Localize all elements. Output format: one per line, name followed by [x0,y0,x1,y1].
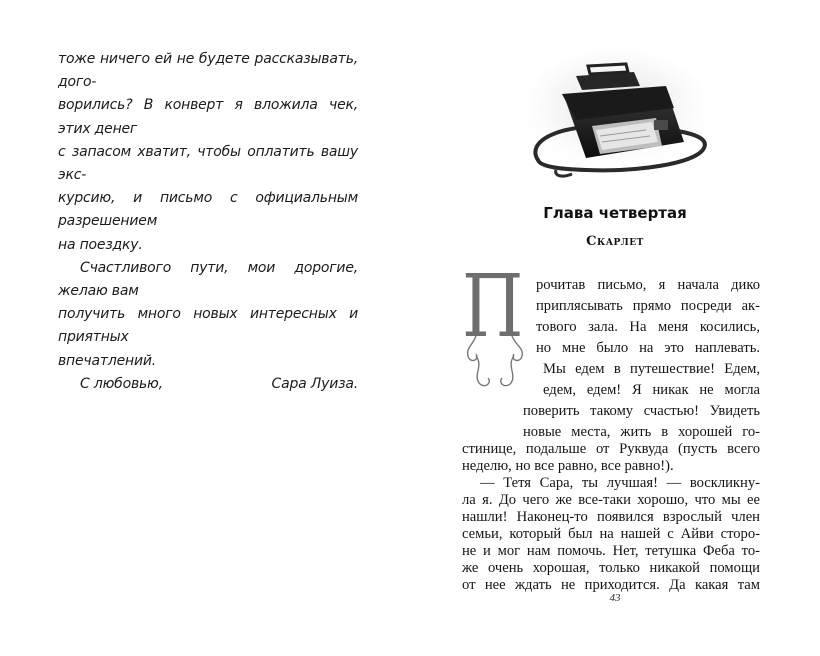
body-line: семьи, который был на нашей с Айви сторо- [462,526,760,542]
letter-line: тоже ничего ей не будете рассказывать, дого- [58,51,358,91]
chapter-name: Скарлет [586,234,644,249]
body-line: — Тетя Сара, ты лучшая! — воскликну- [480,475,760,491]
flourish-icon [462,336,530,390]
body-line: нашли! Наконец-то появился взрослый член [462,509,760,525]
body-line: же очень хорошая, только никакой помощи [462,560,760,576]
body-line: новые места, жить в хорошей го- [523,424,760,440]
drop-cap [462,257,530,390]
letter-line: курсию, и письмо с официальным разрешением [58,190,358,230]
body-line: неделю, но все равно, все равно!). [462,458,674,474]
body-line: стинице, подальше от Руквуда (пусть всего [462,441,760,457]
letter-line: Счастливого пути, мои дорогие, желаю вам [58,259,358,300]
body-line: тового зала. На меня косились, [536,319,760,335]
body-line: от нее ждать не приходится. Да какая там [462,577,760,593]
body-line: поверить такому счастью! Увидеть [523,403,760,419]
body-line: приплясывать прямо посреди ак- [536,298,760,314]
body-line: ла я. До чего же все-таки хорошо, что мы ее [462,492,760,508]
letter-line: впечатлений. [58,352,156,369]
letter-signoff [58,373,358,396]
satchel-bag-icon [516,42,716,192]
letter-line: с запасом хватит, чтобы оплатить вашу экс- [58,143,358,184]
drop-cap-letter: П [462,257,524,357]
letter-line: ворились? В конверт я вложила чек, этих денег [58,97,358,137]
right-page [410,0,820,656]
chapter-title: Глава четвертая [543,204,687,222]
body-line: Мы едем в путешествие! Едем, [543,361,760,377]
body-line: не и мог нам помочь. Нет, тетушка Феба то- [462,543,760,559]
body-line: едем, едем! Я никак не могла [543,382,760,398]
letter-line: на поездку. [58,236,143,253]
body-line: но мне было на это наплевать. [536,340,760,356]
page-number: 43 [609,592,621,604]
closing-text: С любовью, [80,375,163,392]
body-line: рочитав письмо, я начала дико [536,277,760,293]
letter-text [58,48,358,396]
letter-line: получить много новых интересных и приятных [58,306,358,346]
signature-text: Сара Луиза. [271,375,358,392]
